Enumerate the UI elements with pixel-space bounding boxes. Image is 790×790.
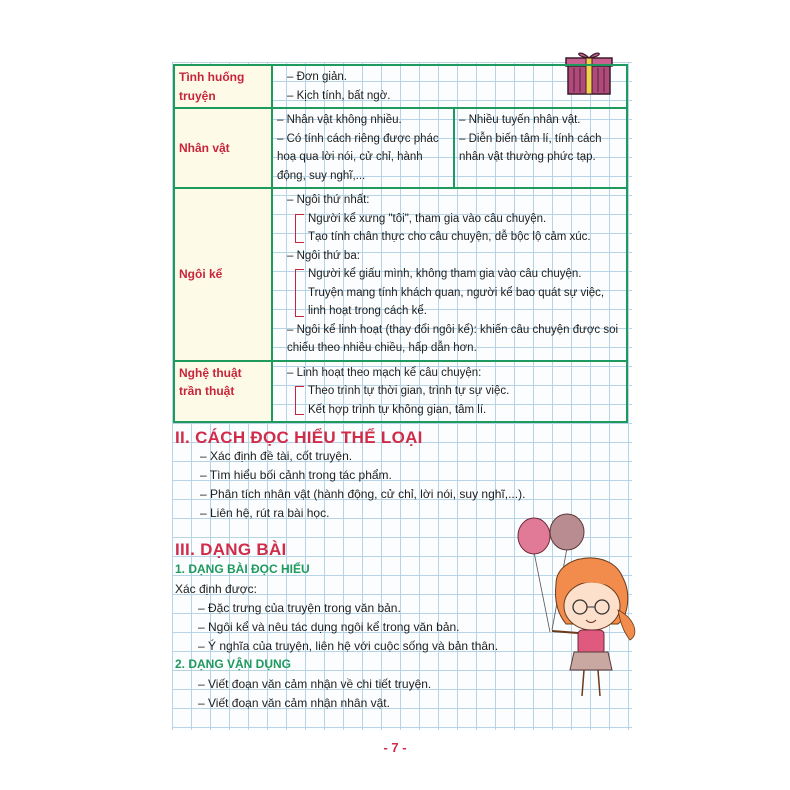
row-content	[272, 361, 627, 423]
list-item: – Ngôi thứ ba:	[287, 249, 360, 262]
list-item: – Tìm hiểu bối cảnh trong tác phẩm.	[200, 468, 392, 482]
row-content	[272, 65, 627, 108]
list-item: Người kể giấu mình, không tham gia vào câu chuyện.	[308, 268, 582, 280]
brace-mark	[295, 386, 304, 415]
intro-text: Xác định được:	[175, 582, 257, 596]
row-label: Tình huống truyện	[174, 65, 272, 108]
list-item: – Đơn giản.	[287, 71, 347, 83]
list-item: – Ngôi kể và nêu tác dụng ngôi kể trong văn bản.	[198, 620, 460, 634]
row-content	[272, 188, 627, 361]
list-item: Truyện mang tính khách quan, người kể bao quát sự việc, linh hoạt trong cách kể.	[308, 286, 605, 317]
list-item: – Linh hoạt theo mạch kể câu chuyện:	[287, 366, 482, 379]
row-label: Ngôi kể	[174, 188, 272, 361]
list-item: – Viết đoạn văn cảm nhận nhân vật.	[198, 696, 390, 710]
row-label: Nhân vật	[174, 108, 272, 188]
brace-mark	[295, 214, 304, 243]
sub-list	[295, 265, 622, 321]
sub-list	[295, 382, 622, 419]
list-item: Theo trình tự thời gian, trình tự sự việc.	[308, 385, 510, 397]
list-item: – Viết đoạn văn cảm nhận về chi tiết truyện.	[198, 677, 432, 691]
list-item: – Ý nghĩa của truyện, liên hệ với cuộc sống và bản thân.	[198, 639, 499, 653]
brace-mark	[295, 269, 304, 317]
list-item: – Kịch tính, bất ngờ.	[287, 89, 391, 102]
section-heading: II. CÁCH ĐỌC HIỂU THỂ LOẠI	[175, 428, 423, 447]
list-item: – Nhiều tuyến nhân vật.	[459, 114, 581, 126]
subsection-heading: 2. DẠNG VẬN DỤNG	[175, 657, 292, 671]
subsection-heading: 1. DẠNG BÀI ĐỌC HIỂU	[175, 562, 310, 576]
section-heading: III. DẠNG BÀI	[175, 540, 287, 559]
row-content-left	[272, 108, 454, 188]
summary-table	[173, 64, 628, 423]
list-item: Tạo tính chân thực cho câu chuyện, dễ bộc lộ cảm xúc.	[308, 231, 591, 243]
list-item: – Xác định đề tài, cốt truyện.	[200, 449, 353, 463]
table-row	[174, 108, 627, 188]
page-number: - 7 -	[383, 740, 407, 755]
table-row	[174, 65, 627, 108]
list-item: – Nhân vật không nhiều.	[277, 114, 402, 126]
list-item: – Đặc trưng của truyện trong văn bản.	[198, 601, 401, 615]
list-item: – Có tính cách riêng được phác hoạ qua lời nói, cử chỉ, hành động, suy nghĩ,...	[277, 132, 439, 182]
list-item: – Ngôi thứ nhất:	[287, 194, 370, 206]
girl-with-balloons-illustration	[510, 512, 650, 702]
row-label: Nghệ thuật trần thuật	[174, 361, 272, 423]
list-item: Người kể xưng "tôi", tham gia vào câu chuyện.	[308, 212, 547, 225]
list-item: – Ngôi kể linh hoạt (thay đổi ngôi kể): khiến câu chuyện được soi chiếu theo nhiều chiều, hấp dẫn hơn.	[287, 323, 619, 354]
table-row	[174, 188, 627, 361]
row-content-right	[454, 108, 627, 188]
sub-list	[295, 210, 622, 247]
list-item: – Phân tích nhân vật (hành động, cử chỉ, lời nói, suy nghĩ,...).	[200, 487, 526, 501]
list-item: Kết hợp trình tự không gian, tâm lí.	[308, 403, 487, 416]
table-row	[174, 361, 627, 423]
list-item: – Diễn biến tâm lí, tính cách nhân vật thường phức tạp.	[459, 132, 602, 163]
list-item: – Liên hệ, rút ra bài học.	[200, 506, 330, 520]
